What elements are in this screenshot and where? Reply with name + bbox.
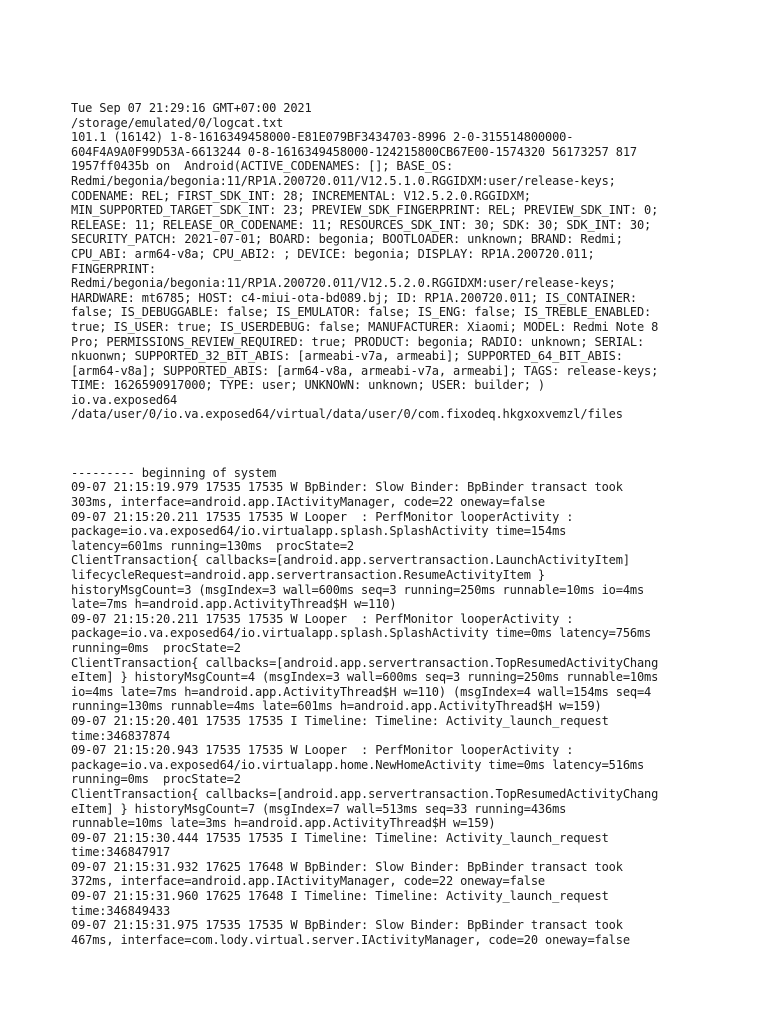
log-line: ClientTransaction{ callbacks=[android.app.servertransaction.TopResumedActivityChang <box>71 655 659 670</box>
log-line: ClientTransaction{ callbacks=[android.app.servertransaction.LaunchActivityItem] <box>71 553 630 568</box>
spacer <box>71 422 761 437</box>
header-line: false; IS_DEBUGGABLE: false; IS_EMULATOR: false; IS_ENG: false; IS_TREBLE_ENABLED: <box>71 305 652 320</box>
log-line: 09-07 21:15:30.444 17535 17535 I Timeline: Timeline: Activity_launch_request <box>71 830 609 845</box>
log-line: 467ms, interface=com.lody.virtual.server.IActivityManager, code=20 oneway=false <box>71 932 630 947</box>
spacer <box>71 437 761 452</box>
header-line: MIN_SUPPORTED_TARGET_SDK_INT: 23; PREVIEW_SDK_FINGERPRINT: REL; PREVIEW_SDK_INT: 0; <box>71 203 659 218</box>
header-line: 101.1 (16142) 1-8-1616349458000-E81E079BF3434703-8996 2-0-315514800000- <box>71 130 574 145</box>
log-line: lifecycleRequest=android.app.servertransaction.ResumeActivityItem } <box>71 568 545 582</box>
log-line: 09-07 21:15:20.211 17535 17535 W Looper : PerfMonitor looperActivity : <box>71 611 574 626</box>
log-line: runnable=10ms late=3ms h=android.app.ActivityThread$H w=159) <box>71 816 496 831</box>
log-line: historyMsgCount=3 (msgIndex=3 wall=600ms seq=3 running=250ms runnable=10ms io=4ms <box>71 582 645 597</box>
log-line: latency=601ms running=130ms procState=2 <box>71 538 354 553</box>
log-line: package=io.va.exposed64/io.virtualapp.splash.SplashActivity time=0ms latency=756ms <box>71 626 652 641</box>
log-entries <box>71 466 761 948</box>
header-line: /data/user/0/io.va.exposed64/virtual/data/user/0/com.fixodeq.hkgxoxvemzl/files <box>71 407 623 422</box>
header-line: SECURITY_PATCH: 2021-07-01; BOARD: begonia; BOOTLOADER: unknown; BRAND: Redmi; <box>71 232 623 247</box>
header-line: FINGERPRINT: <box>71 261 156 276</box>
header-line: io.va.exposed64 <box>71 392 178 407</box>
logcat-document <box>71 101 761 947</box>
log-line: time:346847917 <box>71 845 171 860</box>
header-line: nkuonwn; SUPPORTED_32_BIT_ABIS: [armeabi-v7a, armeabi]; SUPPORTED_64_BIT_ABIS: <box>71 349 623 364</box>
log-line: 09-07 21:15:31.975 17535 17535 W BpBinder: Slow Binder: BpBinder transact took <box>71 918 623 933</box>
header-line: TIME: 1626590917000; TYPE: user; UNKNOWN: unknown; USER: builder; ) <box>71 378 545 393</box>
log-line: 09-07 21:15:20.401 17535 17535 I Timeline: Timeline: Activity_launch_request <box>71 713 609 728</box>
header-line: CPU_ABI: arm64-v8a; CPU_ABI2: ; DEVICE: begonia; DISPLAY: RP1A.200720.011; <box>71 246 595 261</box>
header-line: 1957ff0435b on Android(ACTIVE_CODENAMES: []; BASE_OS: <box>71 159 454 174</box>
log-line: 09-07 21:15:31.960 17625 17648 I Timeline: Timeline: Activity_launch_request <box>71 889 609 904</box>
log-line: time:346837874 <box>71 728 171 743</box>
log-line: eItem] } historyMsgCount=4 (msgIndex=3 wall=600ms seq=3 running=250ms runnable=10ms <box>71 670 659 685</box>
header-line: Redmi/begonia/begonia:11/RP1A.200720.011/V12.5.1.0.RGGIDXM:user/release-keys; <box>71 173 616 188</box>
log-line: 09-07 21:15:19.979 17535 17535 W BpBinder: Slow Binder: BpBinder transact took <box>71 480 623 495</box>
log-line: io=4ms late=7ms h=android.app.ActivityThread$H w=110) (msgIndex=4 wall=154ms seq=4 <box>71 684 652 699</box>
header-line: HARDWARE: mt6785; HOST: c4-miui-ota-bd089.bj; ID: RP1A.200720.011; IS_CONTAINER: <box>71 290 637 305</box>
log-line: eItem] } historyMsgCount=7 (msgIndex=7 wall=513ms seq=33 running=436ms <box>71 801 567 816</box>
header-line: Pro; PERMISSIONS_REVIEW_REQUIRED: true; PRODUCT: begonia; RADIO: unknown; SERIAL: <box>71 334 645 349</box>
log-line: 09-07 21:15:20.211 17535 17535 W Looper : PerfMonitor looperActivity : <box>71 509 574 524</box>
log-line: 09-07 21:15:31.932 17625 17648 W BpBinder: Slow Binder: BpBinder transact took <box>71 859 623 874</box>
device-info-header <box>71 101 761 422</box>
log-line: running=0ms procState=2 <box>71 772 241 787</box>
header-line: RELEASE: 11; RELEASE_OR_CODENAME: 11; RESOURCES_SDK_INT: 30; SDK: 30; SDK_INT: 30; <box>71 217 652 232</box>
header-line: true; IS_USER: true; IS_USERDEBUG: false; MANUFACTURER: Xiaomi; MODEL: Redmi Note 8 <box>71 319 659 334</box>
log-line: 372ms, interface=android.app.IActivityManager, code=22 oneway=false <box>71 874 545 889</box>
header-line: /storage/emulated/0/logcat.txt <box>71 115 284 130</box>
log-line: running=0ms procState=2 <box>71 640 241 655</box>
header-line: Tue Sep 07 21:29:16 GMT+07:00 2021 <box>71 101 312 115</box>
log-line: running=130ms runnable=4ms late=601ms h=android.app.ActivityThread$H w=159) <box>71 699 602 714</box>
log-line: ClientTransaction{ callbacks=[android.app.servertransaction.TopResumedActivityChang <box>71 786 659 801</box>
log-line: late=7ms h=android.app.ActivityThread$H w=110) <box>71 597 397 612</box>
spacer <box>71 451 761 466</box>
log-line: package=io.va.exposed64/io.virtualapp.splash.SplashActivity time=154ms <box>71 524 567 539</box>
header-line: [arm64-v8a]; SUPPORTED_ABIS: [arm64-v8a, armeabi-v7a, armeabi]; TAGS: release-keys; <box>71 363 659 378</box>
header-line: CODENAME: REL; FIRST_SDK_INT: 28; INCREMENTAL: V12.5.2.0.RGGIDXM; <box>71 188 531 203</box>
header-line: Redmi/begonia/begonia:11/RP1A.200720.011/V12.5.2.0.RGGIDXM:user/release-keys; <box>71 276 616 291</box>
log-line: 09-07 21:15:20.943 17535 17535 W Looper : PerfMonitor looperActivity : <box>71 743 574 758</box>
log-line: --------- beginning of system <box>71 465 277 480</box>
log-line: time:346849433 <box>71 903 171 918</box>
header-line: 604F4A9A0F99D53A-6613244 0-8-1616349458000-124215800CB67E00-1574320 56173257 817 <box>71 144 637 159</box>
log-line: package=io.va.exposed64/io.virtualapp.home.NewHomeActivity time=0ms latency=516ms <box>71 757 645 772</box>
log-line: 303ms, interface=android.app.IActivityManager, code=22 oneway=false <box>71 495 545 510</box>
